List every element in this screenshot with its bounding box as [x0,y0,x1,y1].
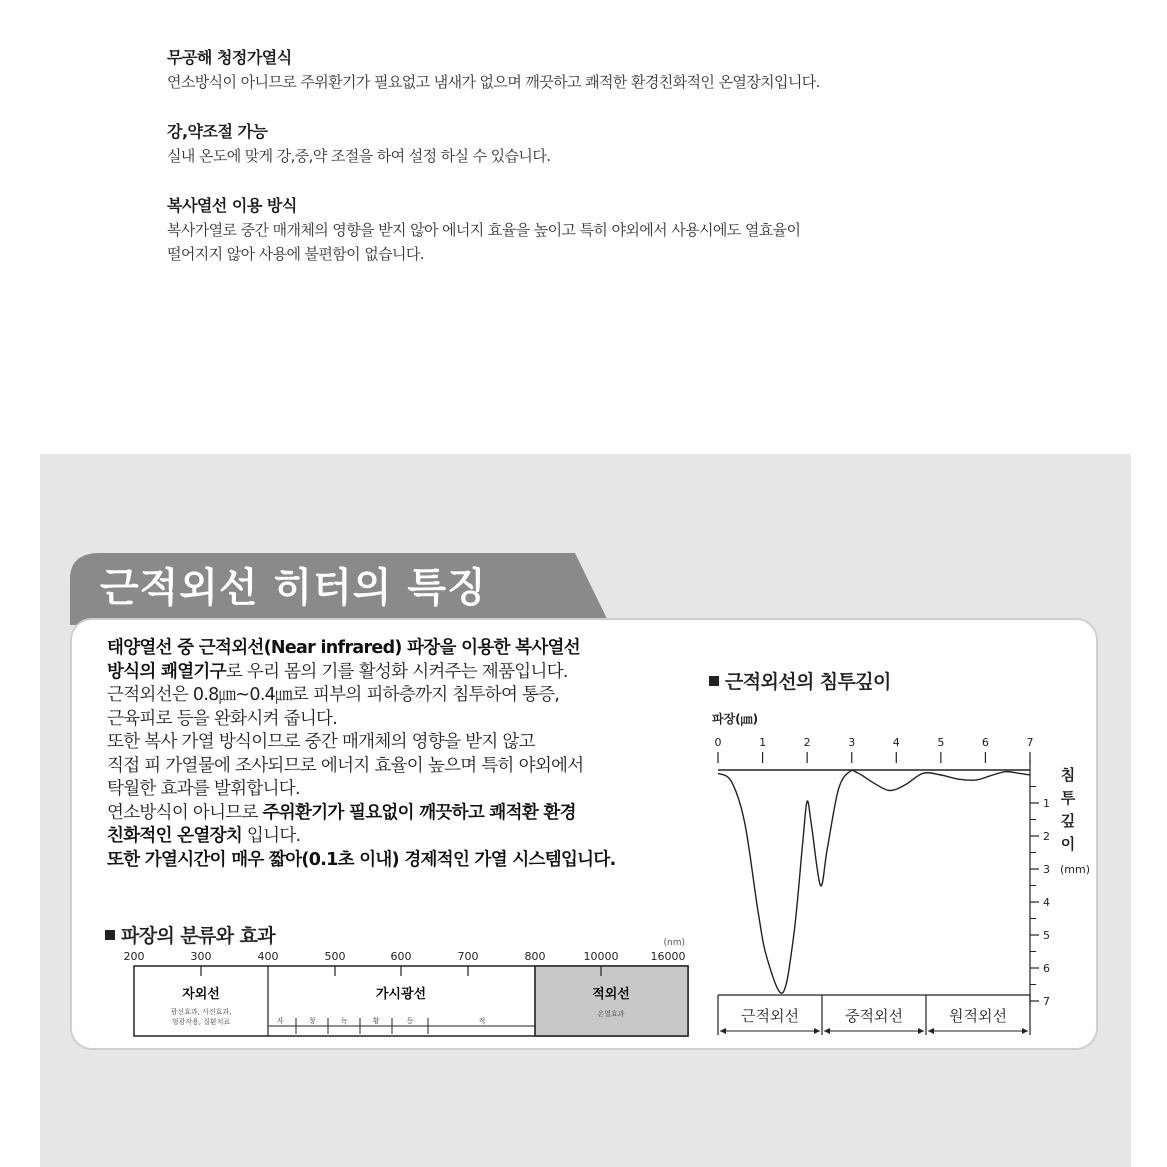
desc-line: 또한 가열시간이 매우 짧아(0.1초 이내) 경제적인 가열 시스템입니다. [107,849,616,870]
desc-line: 로 우리 몸의 기를 활성화 시켜주는 제품입니다. [225,661,568,682]
wavelength-tick-label: 10000 [583,950,619,963]
infrared-effect: 온열효과 [597,1010,625,1018]
y-tick-label: 5 [1043,929,1050,942]
visible-color-label: 등 [406,1017,414,1025]
x-tick-label: 5 [937,736,945,749]
band-label: 중적외선 [845,1007,903,1025]
x-tick-label: 7 [1026,736,1034,749]
desc-line: 근육피로 등을 완화시켜 줍니다. [107,708,338,729]
desc-line: 입니다. [242,826,301,846]
wavelength-tick-label: 300 [190,950,212,963]
feature-title: 복사열선 이용 방식 [167,196,297,215]
wavelength-spectrum-diagram [120,934,700,1044]
x-tick-label: 6 [981,736,989,749]
feature-item [167,194,1067,266]
wavelength-tick-label: 800 [524,950,546,963]
desc-line: 태양열선 중 근적외선(Near infrared) 파장을 이용한 복사열선 [107,638,580,658]
penetration-depth-chart [706,705,1098,1045]
visible-color-label: 자 [276,1017,284,1025]
visible-color-label: 적 [478,1017,486,1025]
x-tick-label: 0 [714,736,722,749]
feature-text: 떨어지지 않아 사용에 불편함이 없습니다. [167,245,424,263]
wavelength-tick-label: 200 [123,950,145,963]
y-axis-label-char: 깊 [1060,812,1076,830]
band-label: 근적외선 [741,1007,799,1025]
section-title: 근적외선 히터의 특징 [100,565,487,611]
desc-line: 또한 복사 가열 방식이므로 중간 매개체의 영향을 받지 않고 [107,732,535,752]
desc-line: 연소방식이 아니므로 [107,802,263,823]
y-axis-label-char: 투 [1060,789,1076,807]
y-tick-label: 2 [1043,830,1050,843]
wavelength-unit: (nm) [663,938,685,948]
wavelength-tick-label: 700 [457,950,479,963]
feature-list [167,46,1067,292]
visible-color-label: 황 [372,1017,380,1025]
y-tick-label: 1 [1043,797,1050,810]
feature-text: 복사가열로 중간 매개체의 영향을 받지 않아 에너지 효율을 높이고 특히 야외에서 사용시에도 열효율이 [167,221,801,239]
band-label: 원적외선 [949,1007,1007,1025]
x-tick-label: 1 [759,736,767,749]
desc-bold: 방식의 쾌열기구 [107,661,226,682]
feature-text: 연소방식이 아니므로 주위환기가 필요없고 냄새가 없으며 깨끗하고 쾌적한 환경친화적인 온열장치입니다. [167,73,820,91]
wavelength-tick-label: 16000 [650,950,686,963]
uv-label: 자외선 [182,987,220,1002]
desc-bold: 주위환기가 필요없이 깨끗하고 쾌적환 환경 [262,802,576,823]
uv-effect: 형광작용, 질환치료 [171,1018,231,1026]
y-axis-label-char: 침 [1060,766,1076,784]
x-tick-label: 3 [848,736,856,749]
y-axis-label-char: 이 [1060,835,1076,853]
y-tick-label: 7 [1043,995,1050,1008]
infrared-label: 적외선 [592,987,630,1002]
x-tick-label: 4 [892,736,900,749]
feature-title: 무공해 청정가열식 [167,48,292,67]
uv-effect: 광선효과, 사진효과, [170,1008,232,1016]
wavelength-heading: 파장의 분류와 효과 [105,921,275,948]
square-bullet-icon [105,930,115,940]
x-axis-label: 파장(㎛) [712,712,759,726]
y-tick-label: 4 [1043,896,1050,909]
feature-item [167,120,1067,168]
y-tick-label: 3 [1043,863,1050,876]
near-infrared-description [107,637,707,872]
visible-color-label: 청 [308,1017,316,1025]
x-tick-label: 2 [803,736,811,749]
feature-text: 실내 온도에 맞게 강,중,약 조절을 하여 설정 하실 수 있습니다. [167,147,551,165]
square-bullet-icon [709,676,719,686]
penetration-curve [718,770,1030,993]
desc-line: 직접 피 가열물에 조사되므로 에너지 효율이 높으며 특히 야외에서 [107,755,584,776]
y-axis-unit: (mm) [1060,863,1091,876]
wavelength-tick-label: 400 [257,950,279,963]
visible-color-label: 녹 [340,1017,348,1025]
desc-bold: 친화적인 온열장치 [107,826,243,846]
desc-line: 탁월한 효과를 발휘합니다. [107,779,300,799]
wavelength-tick-label: 500 [324,950,346,963]
feature-item [167,46,1067,94]
y-tick-label: 6 [1043,962,1050,975]
wavelength-tick-label: 600 [390,950,412,963]
penetration-heading: 근적외선의 침투깊이 [709,667,891,694]
visible-light-label: 가시광선 [375,987,427,1002]
feature-title: 강,약조절 가능 [167,122,268,141]
desc-line: 근적외선은 0.8㎛~0.4㎛로 피부의 피하층까지 침투하여 통증, [107,685,560,705]
